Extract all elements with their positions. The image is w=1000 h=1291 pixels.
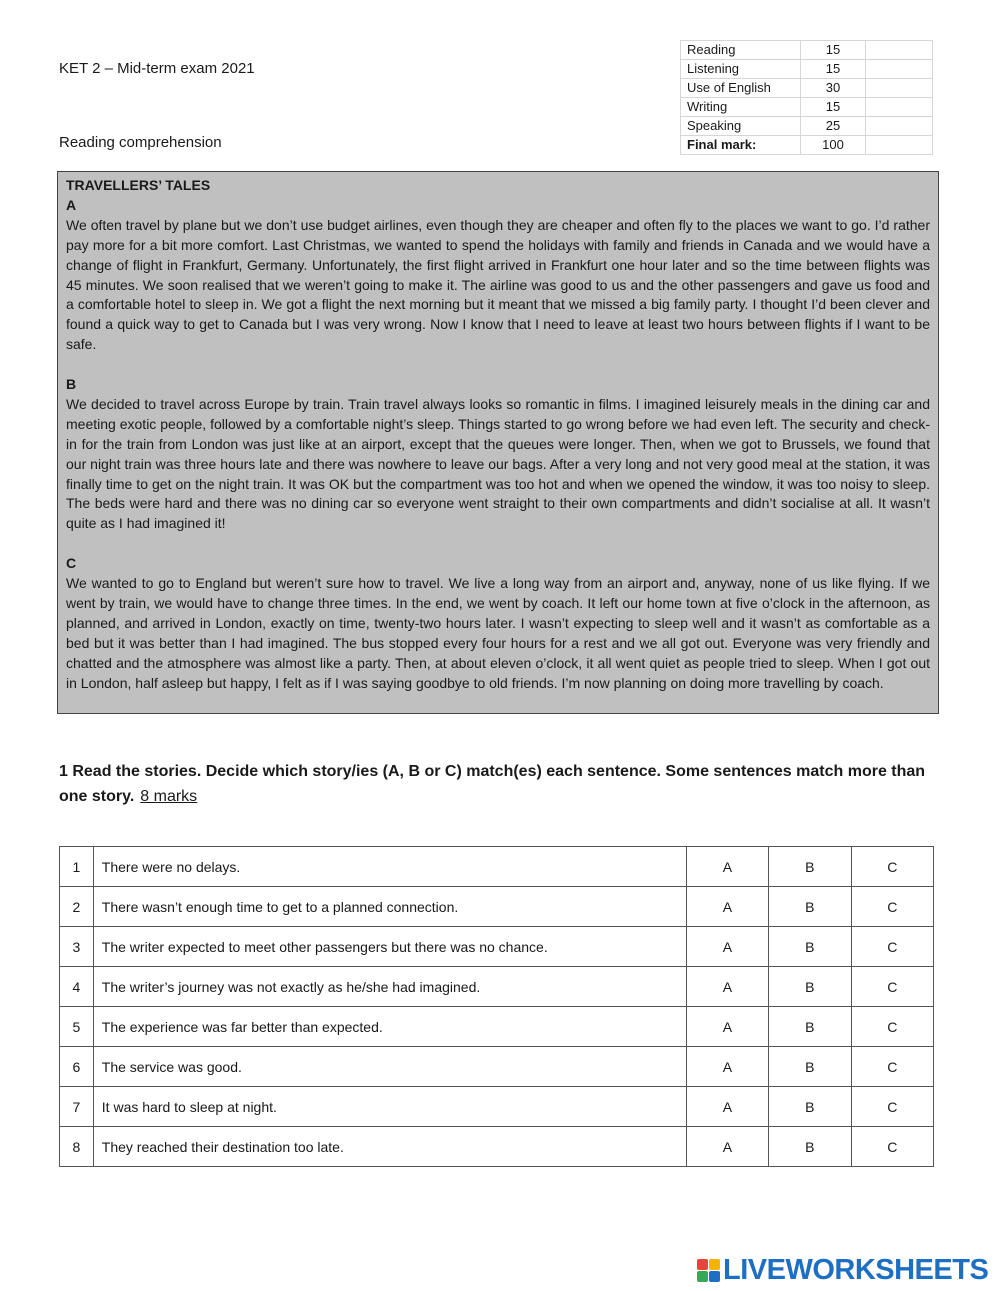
- story-c-letter: C: [66, 555, 77, 572]
- marks-row: [681, 60, 933, 79]
- liveworksheets-wordmark: LIVEWORKSHEETS: [723, 1253, 989, 1286]
- option-a[interactable]: [686, 1087, 768, 1127]
- option-label[interactable]: C: [887, 978, 898, 995]
- option-label[interactable]: B: [805, 1138, 815, 1155]
- section-title: Reading comprehension: [59, 134, 222, 151]
- question-text: The writer expected to meet other passengers but there was no chance.: [93, 927, 686, 967]
- option-b[interactable]: [769, 1127, 851, 1167]
- option-label[interactable]: C: [887, 1138, 898, 1155]
- marks-row-final: [681, 136, 933, 155]
- marks-score-cell[interactable]: [865, 117, 932, 136]
- option-a[interactable]: [686, 1127, 768, 1167]
- marks-row: [681, 98, 933, 117]
- story-a-text: We often travel by plane but we don’t use budget airlines, even though they are cheaper and often fly to the places we want to go. I’d rather pay more for a bit more comfort. Last Christmas, we wanted to spend the holidays with family and friends in Canada and we would have a change of flight in Frankfurt, Germany. Unfortunately, the first flight arrived in Frankfurt one hour later and so the time between flights was 45 minutes. We soon realised that we weren’t going to make it. The airline was good to us and the other passengers and gave us food and a comfortable hotel to sleep in. We got a flight the next morning but it meant that we missed a big family party. I thought I’d been clever and found a quick way to get to Canada but I was very wrong. Now I know that I need to leave at least two hours between flights if I want to be safe.: [66, 216, 930, 353]
- option-c[interactable]: [851, 927, 933, 967]
- question-number: 7: [60, 1087, 94, 1127]
- marks-row: [681, 117, 933, 136]
- option-a[interactable]: [686, 927, 768, 967]
- marks-score-cell[interactable]: [865, 60, 932, 79]
- logo-square-green: [697, 1271, 708, 1282]
- question-row: [60, 967, 934, 1007]
- question-row: [60, 1007, 934, 1047]
- question-text: There were no delays.: [93, 847, 686, 887]
- marks-value: 15: [801, 60, 866, 79]
- marks-value: 15: [801, 41, 866, 60]
- option-label[interactable]: A: [722, 858, 733, 875]
- marks-table: [680, 40, 933, 155]
- question-number: 3: [60, 927, 94, 967]
- task-instruction: [59, 759, 939, 809]
- marks-value: 100: [801, 136, 866, 155]
- marks-value: 15: [801, 98, 866, 117]
- stories-heading: TRAVELLERS’ TALES: [66, 177, 211, 193]
- option-label[interactable]: B: [805, 1018, 815, 1035]
- marks-value: 25: [801, 117, 866, 136]
- question-row: [60, 1087, 934, 1127]
- option-b[interactable]: [769, 887, 851, 927]
- option-a[interactable]: [686, 887, 768, 927]
- story-c-text: We wanted to go to England but weren’t sure how to travel. We live a long way from an airport and, anyway, none of us like flying. If we went by train, we would have to change three times. In the end, we went by coach. It left our home town at five o’clock in the afternoon, as planned, and arrived in London, exactly on time, twenty-two hours later. I wasn’t expecting to sleep well and it wasn’t as comfortable as a bed but it was better than I had imagined. The bus stopped every four hours for a rest and we all got out. Everyone was very friendly and chatted and the atmosphere was almost like a party. Then, at about eleven o’clock, it all went quiet as people tried to sleep. When I got out in London, half asleep but happy, I felt as if I was saying goodbye to old friends. I’m now planning on doing more travelling by coach.: [66, 575, 930, 691]
- question-text: There wasn’t enough time to get to a planned connection.: [93, 887, 686, 927]
- exam-title: KET 2 – Mid-term exam 2021: [59, 60, 255, 77]
- option-b[interactable]: [769, 927, 851, 967]
- option-a[interactable]: [686, 1047, 768, 1087]
- option-label[interactable]: B: [805, 978, 815, 995]
- task-instruction-text: 1 Read the stories. Decide which story/ies (A, B or C) match(es) each sentence. Some sentences match more than one story.: [59, 763, 926, 805]
- marks-score-cell[interactable]: [865, 41, 932, 60]
- marks-row: [681, 79, 933, 98]
- marks-label: Speaking: [681, 117, 801, 136]
- question-number: 6: [60, 1047, 94, 1087]
- option-label[interactable]: C: [887, 1018, 898, 1035]
- marks-score-cell[interactable]: [865, 79, 932, 98]
- option-label[interactable]: B: [805, 1058, 815, 1075]
- option-label[interactable]: A: [722, 1138, 733, 1155]
- question-number: 5: [60, 1007, 94, 1047]
- marks-score-cell[interactable]: [865, 136, 932, 155]
- option-label[interactable]: A: [722, 1098, 733, 1115]
- story-a-letter: A: [66, 196, 77, 213]
- logo-square-yellow: [709, 1259, 720, 1270]
- question-text: They reached their destination too late.: [93, 1127, 686, 1167]
- liveworksheets-logo[interactable]: [697, 1254, 988, 1286]
- option-label[interactable]: C: [887, 858, 898, 875]
- option-b[interactable]: [769, 847, 851, 887]
- option-label[interactable]: A: [722, 1018, 733, 1035]
- task-marks: 8 marks: [140, 788, 198, 805]
- option-c[interactable]: [851, 847, 933, 887]
- option-c[interactable]: [851, 1127, 933, 1167]
- question-row: [60, 1047, 934, 1087]
- liveworksheets-icon: [697, 1259, 720, 1282]
- option-label[interactable]: B: [805, 938, 815, 955]
- logo-square-red: [697, 1259, 708, 1270]
- question-text: It was hard to sleep at night.: [93, 1087, 686, 1127]
- marks-label: Writing: [681, 98, 801, 117]
- option-label[interactable]: B: [805, 898, 815, 915]
- option-b[interactable]: [769, 1087, 851, 1127]
- option-c[interactable]: [851, 1007, 933, 1047]
- story-b-text: We decided to travel across Europe by train. Train travel always looks so romantic in films. I imagined leisurely meals in the dining car and meeting exotic people, followed by a comfortable night’s sleep. Things started to go wrong before we had even left. The security and check-in for the train from London was just like at an airport, except that the queues were longer. Then, when we got to Brussels, we found that our night train was three hours late and there was nowhere to leave our bags. After a very long and not very good meal at the station, it was finally time to get on the night train. It was OK but the compartment was too hot and when we opened the window, it was too noisy to sleep. The beds were hard and there was no dining car so everyone went straight to their own compartments and didn’t socialise at all. It wasn’t quite as I had imagined it!: [66, 395, 930, 532]
- option-label[interactable]: B: [805, 858, 815, 875]
- question-row: [60, 847, 934, 887]
- marks-label: Reading: [681, 41, 801, 60]
- option-label[interactable]: B: [805, 1098, 815, 1115]
- marks-label: Listening: [681, 60, 801, 79]
- question-number: 8: [60, 1127, 94, 1167]
- story-b-letter: B: [66, 376, 77, 393]
- question-row: [60, 1127, 934, 1167]
- option-b[interactable]: [769, 1007, 851, 1047]
- option-c[interactable]: [851, 1047, 933, 1087]
- option-label[interactable]: C: [887, 938, 898, 955]
- option-a[interactable]: [686, 847, 768, 887]
- reading-text-box: [57, 171, 939, 714]
- marks-score-cell[interactable]: [865, 98, 932, 117]
- question-row: [60, 927, 934, 967]
- option-label[interactable]: C: [887, 1058, 898, 1075]
- question-number: 2: [60, 887, 94, 927]
- option-label[interactable]: C: [887, 1098, 898, 1115]
- logo-square-blue: [709, 1271, 720, 1282]
- marks-row: [681, 41, 933, 60]
- option-label[interactable]: A: [722, 1058, 733, 1075]
- marks-label: Use of English: [681, 79, 801, 98]
- option-c[interactable]: [851, 887, 933, 927]
- question-number: 4: [60, 967, 94, 1007]
- marks-label: Final mark:: [681, 136, 801, 155]
- option-label[interactable]: A: [722, 938, 733, 955]
- questions-table: [59, 846, 934, 1167]
- question-text: The service was good.: [93, 1047, 686, 1087]
- option-c[interactable]: [851, 1087, 933, 1127]
- option-label[interactable]: A: [722, 898, 733, 915]
- option-label[interactable]: C: [887, 898, 898, 915]
- option-c[interactable]: [851, 967, 933, 1007]
- marks-value: 30: [801, 79, 866, 98]
- option-label[interactable]: A: [722, 978, 733, 995]
- question-text: The experience was far better than expected.: [93, 1007, 686, 1047]
- question-row: [60, 887, 934, 927]
- option-b[interactable]: [769, 967, 851, 1007]
- question-number: 1: [60, 847, 94, 887]
- option-a[interactable]: [686, 967, 768, 1007]
- option-a[interactable]: [686, 1007, 768, 1047]
- option-b[interactable]: [769, 1047, 851, 1087]
- question-text: The writer’s journey was not exactly as he/she had imagined.: [93, 967, 686, 1007]
